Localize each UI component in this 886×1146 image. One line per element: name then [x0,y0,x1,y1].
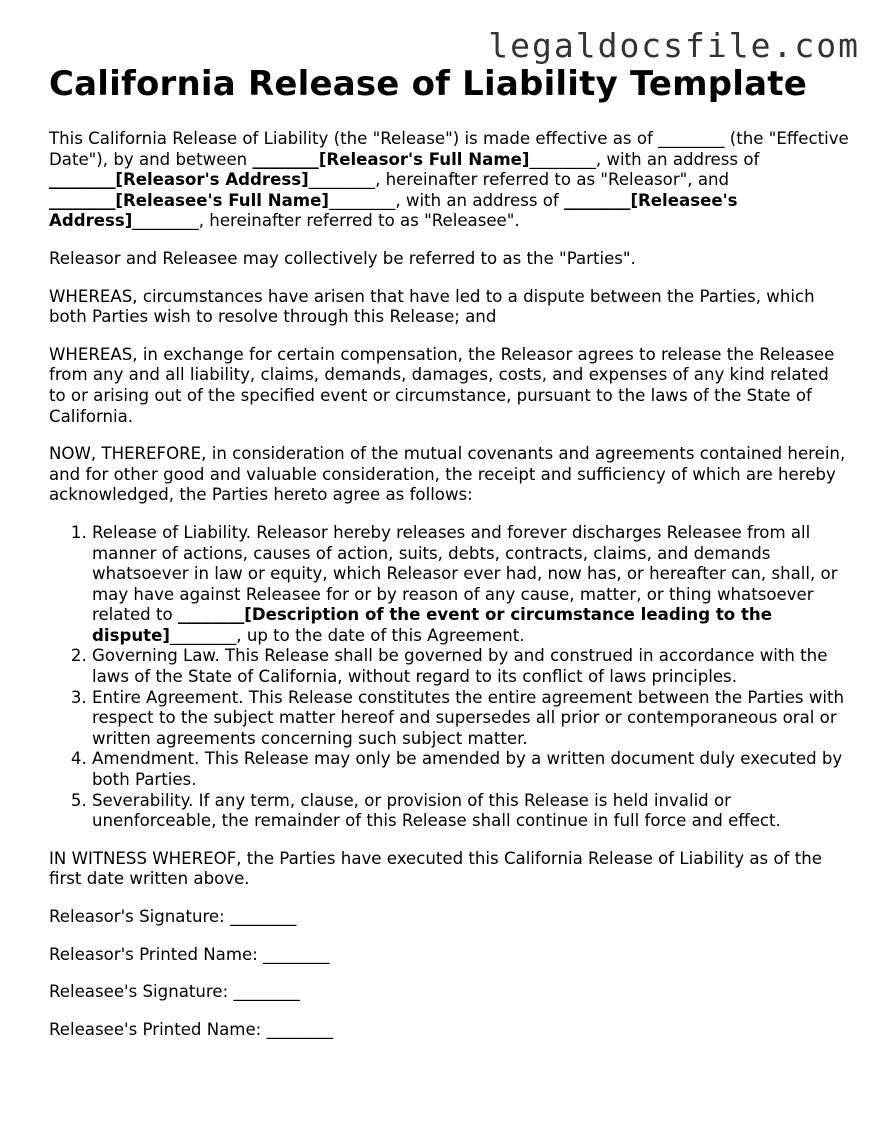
intro-text-4: ________, with an address of [328,190,565,210]
intro-text-3: ________, hereinafter referred to as "Releasor", and [308,170,730,190]
intro-text-5: ________, hereinafter referred to as "Releasee". [132,211,520,231]
releasor-name-field: ________[Releasor's Full Name] [252,149,530,169]
document-title: California Release of Liability Template [49,64,808,104]
intro-paragraph [49,129,849,232]
clause-release-of-liability [92,523,849,647]
event-description-field: ________[Description of the event or circumstance leading to the dispute] [92,605,772,645]
releasee-address-field: ________[Releasee's Address] [49,190,738,231]
clause-severability: 5. Severability. If any term, clause, or provision of this Release is held invalid or unenforceable, the remainder of this Release shall continue in full force and effect. [92,791,849,832]
clause-governing-law: 2. Governing Law. This Release shall be governed by and construed in accordance with the laws of the State of California, without regard to its conflict of laws principles. [92,646,849,687]
document-body [49,62,849,1057]
releasee-signature-line: Releasee's Signature: ________ [49,982,300,1002]
collective-paragraph: Releasor and Releasee may collectively be referred to as the "Parties". [49,248,636,268]
releasee-printed-name-line: Releasee's Printed Name: ________ [49,1019,333,1039]
whereas-paragraph-2: WHEREAS, in exchange for certain compensation, the Releasor agrees to release the Releasee from any and all liability, claims, demands, damages, costs, and expenses of any kind related to or arising out of the specified event or circumstance, pursuant to the laws of the State of California. [49,344,835,426]
releasee-name-field: ________[Releasee's Full Name] [49,190,329,210]
intro-text-1: This California Release of Liability (the "Release") is made effective as of ________ (the "Effective Date"), by and between [49,129,849,169]
clauses-list [49,523,849,832]
releasor-printed-name-line: Releasor's Printed Name: ________ [49,944,330,964]
witness-paragraph: IN WITNESS WHEREOF, the Parties have executed this California Release of Liability as of the first date written above. [49,848,822,889]
releasor-address-field: ________[Releasor's Address] [49,170,309,190]
now-therefore-paragraph: NOW, THEREFORE, in consideration of the mutual covenants and agreements contained herein, and for other good and valuable consideration, the receipt and sufficiency of which are hereby acknowledged, the Parties hereto agree as follows: [49,444,846,505]
clause-1-tail: ________, up to the date of this Agreement. [169,625,525,645]
clause-entire-agreement: 3. Entire Agreement. This Release constitutes the entire agreement between the Parties with respect to the subject matter hereof and supersedes all prior or contemporaneous oral or written agreements concerning such subject matter. [92,688,849,750]
whereas-paragraph-1: WHEREAS, circumstances have arisen that have led to a dispute between the Parties, which both Parties wish to resolve through this Release; and [49,286,815,327]
clause-amendment: 4. Amendment. This Release may only be amended by a written document duly executed by both Parties. [92,749,849,790]
clause-1-text: Release of Liability. Releasor hereby releases and forever discharges Releasee from all manner of actions, causes of action, suits, debts, contracts, claims, and demands whatsoever in law or equity, which Releasor ever had, now has, or hereafter can, shall, or may have against Releasee for or by reason of any cause, matter, or thing whatsoever related to [92,522,838,625]
releasor-signature-line: Releasor's Signature: ________ [49,907,297,926]
intro-text-2: ________, with an address of [529,149,760,169]
watermark: legaldocsfile.com [488,26,860,65]
